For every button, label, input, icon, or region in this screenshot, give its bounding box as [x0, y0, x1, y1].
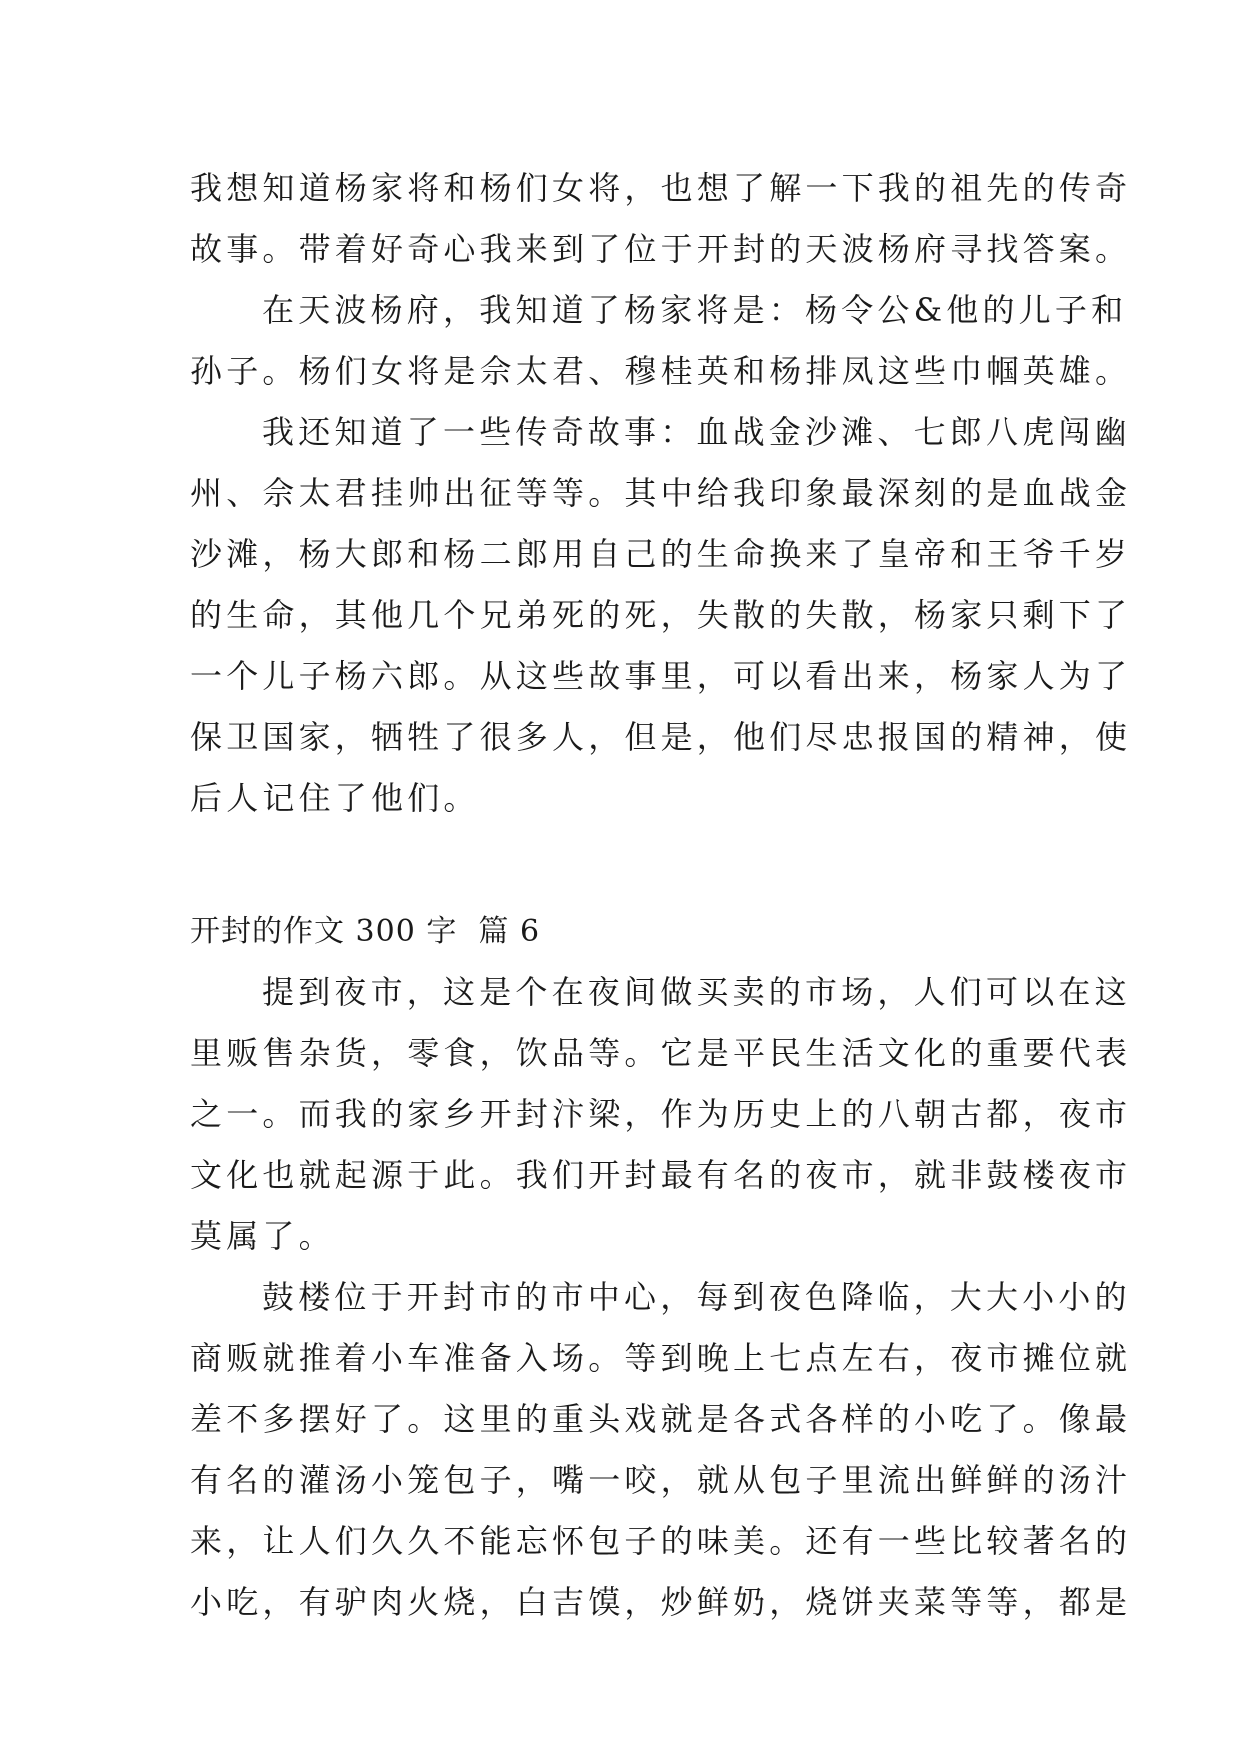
text-line: 来，让人们久久不能忘怀包子的味美。还有一些比较著名的 — [190, 1522, 1132, 1560]
text-line: 在天波杨府，我知道了杨家将是：杨令公&他的儿子和 — [262, 291, 1128, 329]
text-line: 鼓楼位于开封市的市中心，每到夜色降临，大大小小的 — [262, 1278, 1131, 1316]
text-line: 一个儿子杨六郎。从这些故事里，可以看出来，杨家人为了 — [190, 657, 1132, 695]
document-page — [190, 158, 1132, 1633]
text-line: 商贩就推着小车准备入场。等到晚上七点左右，夜市摊位就 — [190, 1339, 1132, 1377]
text-line: 故事。带着好奇心我来到了位于开封的天波杨府寻找答案。 — [190, 230, 1132, 268]
text-line: 孙子。杨们女将是佘太君、穆桂英和杨排凤这些巾帼英雄。 — [190, 352, 1132, 390]
text-line: 里贩售杂货，零食，饮品等。它是平民生活文化的重要代表 — [190, 1034, 1132, 1072]
text-line: 文化也就起源于此。我们开封最有名的夜市，就非鼓楼夜市 — [190, 1156, 1132, 1194]
paragraph-gulou-market — [190, 1267, 1132, 1633]
text-line: 莫属了。 — [190, 1217, 335, 1255]
section-heading: 开封的作文 300 字 篇 6 — [190, 914, 541, 949]
text-line: 之一。而我的家乡开封汴梁，作为历史上的八朝古都，夜市 — [190, 1095, 1132, 1133]
paragraph-night-market-intro — [190, 962, 1132, 1267]
paragraph-legends — [190, 402, 1132, 829]
text-line: 差不多摆好了。这里的重头戏就是各式各样的小吃了。像最 — [190, 1400, 1132, 1438]
text-line: 保卫国家，牺牲了很多人，但是，他们尽忠报国的精神，使 — [190, 718, 1132, 756]
text-line: 沙滩，杨大郎和杨二郎用自己的生命换来了皇帝和王爷千岁 — [190, 535, 1132, 573]
paragraph-ancestors-continued — [190, 158, 1132, 280]
section-spacer — [190, 829, 1052, 901]
text-line: 我想知道杨家将和杨们女将，也想了解一下我的祖先的传奇 — [190, 169, 1132, 207]
text-line: 有名的灌汤小笼包子，嘴一咬，就从包子里流出鲜鲜的汤汁 — [190, 1461, 1132, 1499]
text-line: 州、佘太君挂帅出征等等。其中给我印象最深刻的是血战金 — [190, 474, 1132, 512]
text-line: 的生命，其他几个兄弟死的死，失散的失散，杨家只剩下了 — [190, 596, 1132, 634]
text-line: 后人记住了他们。 — [190, 779, 480, 817]
text-line: 我还知道了一些传奇故事：血战金沙滩、七郎八虎闯幽 — [262, 413, 1131, 451]
text-line: 小吃，有驴肉火烧，白吉馍，炒鲜奶，烧饼夹菜等等，都是 — [190, 1583, 1132, 1621]
text-line: 提到夜市，这是个在夜间做买卖的市场，人们可以在这 — [262, 973, 1131, 1011]
paragraph-tianbo-yangfu — [190, 280, 1132, 402]
